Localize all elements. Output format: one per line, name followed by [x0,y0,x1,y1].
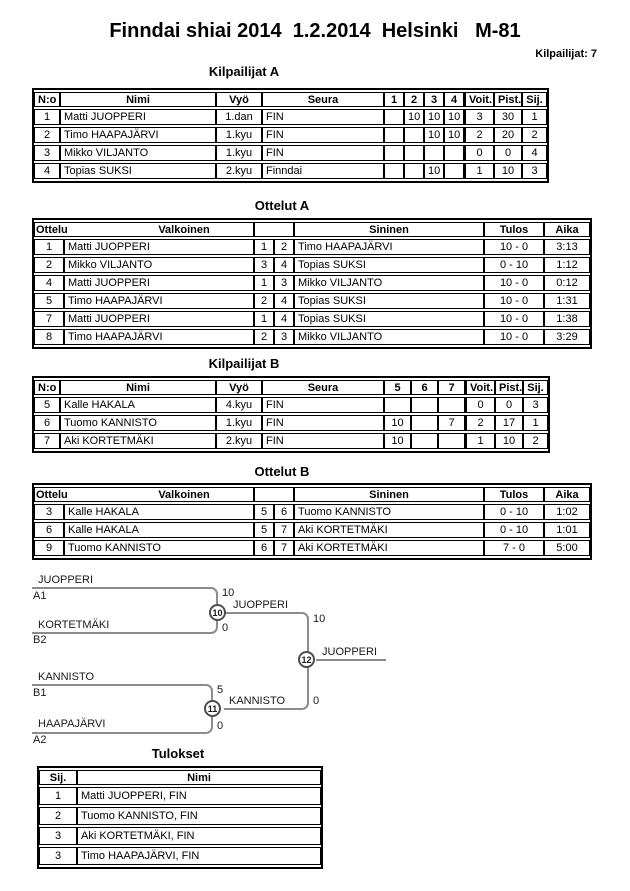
kilpailijat-a-table [32,88,549,183]
bracket-score: 0 [222,622,229,634]
competitors-count: Kilpailijat: 7 [535,48,597,60]
white-player: Kalle HAKALA [64,522,254,538]
placement-cell: 1 [39,787,77,805]
blue-player: Mikko VILJANTO [294,275,484,291]
bracket-seed-label: B2 [33,634,47,646]
bracket-seed-label: B1 [33,687,47,699]
competitor-name: Aki KORTETMÄKI [60,433,216,449]
blue-player: Topias SUKSI [294,257,484,273]
col-header-voit: Voit. [464,92,494,107]
col-header-5: 5 [384,380,411,395]
col-header-pist: Pist. [494,92,522,107]
heading-kilpailijat-a: Kilpailijat A [208,64,280,79]
table-header-row [34,92,547,107]
blue-player: Timo HAAPAJÄRVI [294,239,484,255]
placement-cell: 3 [39,827,77,845]
kilpailijat-b-table [32,376,550,453]
result-name: Timo HAAPAJÄRVI, FIN [77,847,321,865]
table-row [34,293,590,309]
competitor-club: FIN [262,109,384,125]
match-result: 0 - 10 [484,522,544,538]
blue-player: Aki KORTETMÄKI [294,522,484,538]
bracket-match-node: 11 [204,700,221,717]
blue-player-no: 4 [274,257,294,273]
score-cell [424,145,444,161]
white-player: Matti JUOPPERI [64,275,254,291]
match-result: 0 - 10 [484,257,544,273]
col-header-3: 3 [424,92,444,107]
score-cell [384,109,404,125]
match-number: 2 [34,257,64,273]
white-player-no: 1 [254,239,274,255]
col-header-sininen: Sininen [294,487,484,502]
match-number: 1 [34,239,64,255]
wins-cell: 0 [465,397,495,413]
bracket-score: 10 [313,613,326,625]
col-header-seura: Seura [262,380,384,395]
wins-cell: 1 [465,433,495,449]
result-name: Tuomo KANNISTO, FIN [77,807,321,825]
competitor-belt: 1.kyu [216,415,262,431]
points-cell: 20 [494,127,522,143]
bracket-seed-label: A1 [33,590,47,602]
col-header-4: 4 [444,92,464,107]
blue-player: Tuomo KANNISTO [294,504,484,520]
match-number: 4 [34,275,64,291]
competitor-number: 5 [34,397,60,413]
ottelut-b-table [32,483,592,560]
bracket-winner-label: KANNISTO [229,695,286,707]
blue-player-no: 6 [274,504,294,520]
match-result: 7 - 0 [484,540,544,556]
bracket-connector [32,684,213,734]
match-number: 8 [34,329,64,345]
table-row [34,329,590,345]
match-time: 1:12 [544,257,590,273]
competitor-belt: 2.kyu [216,163,262,179]
score-cell [404,145,424,161]
white-player: Matti JUOPPERI [64,311,254,327]
score-cell [384,397,411,413]
placement-cell: 1 [523,415,548,431]
col-header-nimi: Nimi [77,770,321,785]
col-header-vyo: Vyö [216,92,262,107]
col-header-sininen: Sininen [294,222,484,237]
heading-kilpailijat-b: Kilpailijat B [208,356,280,371]
placement-cell: 2 [39,807,77,825]
col-header-ottelu: Ottelu [36,489,68,501]
white-player-no: 5 [254,522,274,538]
competitor-belt: 4.kyu [216,397,262,413]
match-time: 3:13 [544,239,590,255]
table-row [34,275,590,291]
match-result: 10 - 0 [484,239,544,255]
col-header-seura: Seura [262,92,384,107]
placement-cell: 1 [522,109,547,125]
competitor-club: FIN [262,433,384,449]
white-player-no: 5 [254,504,274,520]
white-player-no: 2 [254,329,274,345]
bracket-winner-label: JUOPPERI [322,646,378,658]
result-name: Aki KORTETMÄKI, FIN [77,827,321,845]
col-header-valkoinen: Valkoinen [158,223,210,236]
tulokset-table [37,766,323,869]
competitor-name: Mikko VILJANTO [60,145,216,161]
bracket-score: 10 [222,587,235,599]
white-player: Timo HAAPAJÄRVI [64,293,254,309]
match-time: 1:38 [544,311,590,327]
competitor-club: Finndai [262,163,384,179]
table-row [34,433,548,449]
blue-player-no: 3 [274,275,294,291]
match-time: 3:29 [544,329,590,345]
score-cell [444,145,464,161]
score-cell [384,145,404,161]
white-player: Kalle HAKALA [64,504,254,520]
match-result: 10 - 0 [484,329,544,345]
competitor-club: FIN [262,127,384,143]
points-cell: 30 [494,109,522,125]
match-time: 1:31 [544,293,590,309]
score-cell: 7 [438,415,465,431]
col-header-vyo: Vyö [216,380,262,395]
col-header-7: 7 [438,380,465,395]
heading-ottelut-b: Ottelut B [254,464,310,479]
match-number: 6 [34,522,64,538]
col-header-sij: Sij. [39,770,77,785]
score-cell: 10 [384,433,411,449]
table-row [39,807,321,825]
blue-player: Aki KORTETMÄKI [294,540,484,556]
placement-cell: 3 [522,163,547,179]
table-row [34,109,547,125]
white-player-no: 3 [254,257,274,273]
blue-player-no: 7 [274,522,294,538]
bracket-score: 0 [313,695,320,707]
match-number: 9 [34,540,64,556]
points-cell: 17 [495,415,523,431]
score-cell [438,397,465,413]
points-cell: 0 [494,145,522,161]
score-cell [404,163,424,179]
score-cell [438,433,465,449]
white-player: Matti JUOPPERI [64,239,254,255]
competitor-belt: 1.kyu [216,127,262,143]
table-header-row [34,222,590,237]
blue-player: Topias SUKSI [294,311,484,327]
score-cell [411,433,438,449]
competitor-number: 6 [34,415,60,431]
wins-cell: 1 [464,163,494,179]
table-row [39,847,321,865]
match-result: 10 - 0 [484,293,544,309]
col-header-ottelu: Ottelu [36,224,68,236]
placement-cell: 2 [522,127,547,143]
score-cell: 10 [444,127,464,143]
bracket-player-label: JUOPPERI [38,574,94,586]
col-header-empty [254,222,294,237]
col-header-no: N:o [34,92,60,107]
bracket-winner-label: JUOPPERI [233,599,289,611]
col-header-sij: Sij. [523,380,548,395]
bracket-match-node: 12 [298,651,315,668]
points-cell: 10 [494,163,522,179]
col-header-6: 6 [411,380,438,395]
bracket-match-node: 10 [209,604,226,621]
competitor-number: 2 [34,127,60,143]
competitor-belt: 1.kyu [216,145,262,161]
col-header-nimi: Nimi [60,92,216,107]
col-header-2: 2 [404,92,424,107]
score-cell [444,163,464,179]
score-cell [384,127,404,143]
competitor-name: Topias SUKSI [60,163,216,179]
score-cell: 10 [424,109,444,125]
competitor-number: 7 [34,433,60,449]
score-cell: 10 [384,415,411,431]
table-row [39,827,321,845]
white-player: Mikko VILJANTO [64,257,254,273]
col-header-aika: Aika [544,487,590,502]
bracket-seed-label: A2 [33,734,47,746]
col-header-no: N:o [34,380,60,395]
competitor-number: 3 [34,145,60,161]
col-header-sij: Sij. [522,92,547,107]
white-player-no: 1 [254,311,274,327]
competitor-name: Kalle HAKALA [60,397,216,413]
score-cell [404,127,424,143]
bracket-connector [32,587,218,634]
points-cell: 0 [495,397,523,413]
white-player: Tuomo KANNISTO [64,540,254,556]
col-header-voit: Voit. [465,380,495,395]
score-cell: 10 [424,163,444,179]
table-row [34,163,547,179]
match-time: 1:02 [544,504,590,520]
competitor-name: Matti JUOPPERI [60,109,216,125]
competitor-club: FIN [262,415,384,431]
table-row [34,239,590,255]
table-row [34,415,548,431]
col-header-nimi: Nimi [60,380,216,395]
competitor-belt: 1.dan [216,109,262,125]
table-header-row [39,770,321,785]
table-row [39,787,321,805]
bracket-player-label: KANNISTO [38,671,95,683]
table-row [34,397,548,413]
match-result: 10 - 0 [484,311,544,327]
blue-player-no: 3 [274,329,294,345]
match-result: 0 - 10 [484,504,544,520]
match-number: 5 [34,293,64,309]
wins-cell: 2 [465,415,495,431]
table-row [34,311,590,327]
col-header-tulos: Tulos [484,222,544,237]
match-number: 7 [34,311,64,327]
col-header-valkoinen: Valkoinen [158,488,210,501]
bracket-player-label: HAAPAJÄRVI [38,718,106,730]
placement-cell: 3 [523,397,548,413]
wins-cell: 0 [464,145,494,161]
bracket-winner-line [316,659,386,661]
col-header-tulos: Tulos [484,487,544,502]
score-cell [384,163,404,179]
score-cell: 10 [404,109,424,125]
competitor-club: FIN [262,397,384,413]
competitor-club: FIN [262,145,384,161]
match-number: 3 [34,504,64,520]
table-header-row [34,380,548,395]
blue-player-no: 2 [274,239,294,255]
wins-cell: 3 [464,109,494,125]
competitor-number: 4 [34,163,60,179]
table-row [34,257,590,273]
competitor-number: 1 [34,109,60,125]
bracket-score: 0 [217,720,224,732]
white-player-no: 6 [254,540,274,556]
white-player-no: 1 [254,275,274,291]
blue-player-no: 7 [274,540,294,556]
bracket-connector [224,612,309,710]
match-time: 1:01 [544,522,590,538]
white-player-no: 2 [254,293,274,309]
table-row [34,522,590,538]
col-header-empty [254,487,294,502]
match-time: 5:00 [544,540,590,556]
page-title: Finndai shiai 2014 1.2.2014 Helsinki M-81 [109,20,521,42]
match-result: 10 - 0 [484,275,544,291]
blue-player: Mikko VILJANTO [294,329,484,345]
placement-cell: 3 [39,847,77,865]
col-header-aika: Aika [544,222,590,237]
match-time: 0:12 [544,275,590,291]
blue-player: Topias SUKSI [294,293,484,309]
blue-player-no: 4 [274,293,294,309]
table-header-row [34,487,590,502]
bracket-player-label: KORTETMÄKI [38,619,110,631]
score-cell: 10 [424,127,444,143]
table-row [34,145,547,161]
competitor-belt: 2.kyu [216,433,262,449]
col-header-pist: Pist. [495,380,523,395]
wins-cell: 2 [464,127,494,143]
table-row [34,504,590,520]
competitor-name: Tuomo KANNISTO [60,415,216,431]
table-row [34,540,590,556]
col-header-1: 1 [384,92,404,107]
blue-player-no: 4 [274,311,294,327]
score-cell: 10 [444,109,464,125]
table-row [34,127,547,143]
placement-cell: 2 [523,433,548,449]
result-name: Matti JUOPPERI, FIN [77,787,321,805]
placement-cell: 4 [522,145,547,161]
competitor-name: Timo HAAPAJÄRVI [60,127,216,143]
ottelut-a-table [32,218,592,349]
bracket-score: 5 [217,684,224,696]
heading-tulokset: Tulokset [151,746,205,761]
score-cell [411,397,438,413]
points-cell: 10 [495,433,523,449]
white-player: Timo HAAPAJÄRVI [64,329,254,345]
score-cell [411,415,438,431]
heading-ottelut-a: Ottelut A [254,198,310,213]
